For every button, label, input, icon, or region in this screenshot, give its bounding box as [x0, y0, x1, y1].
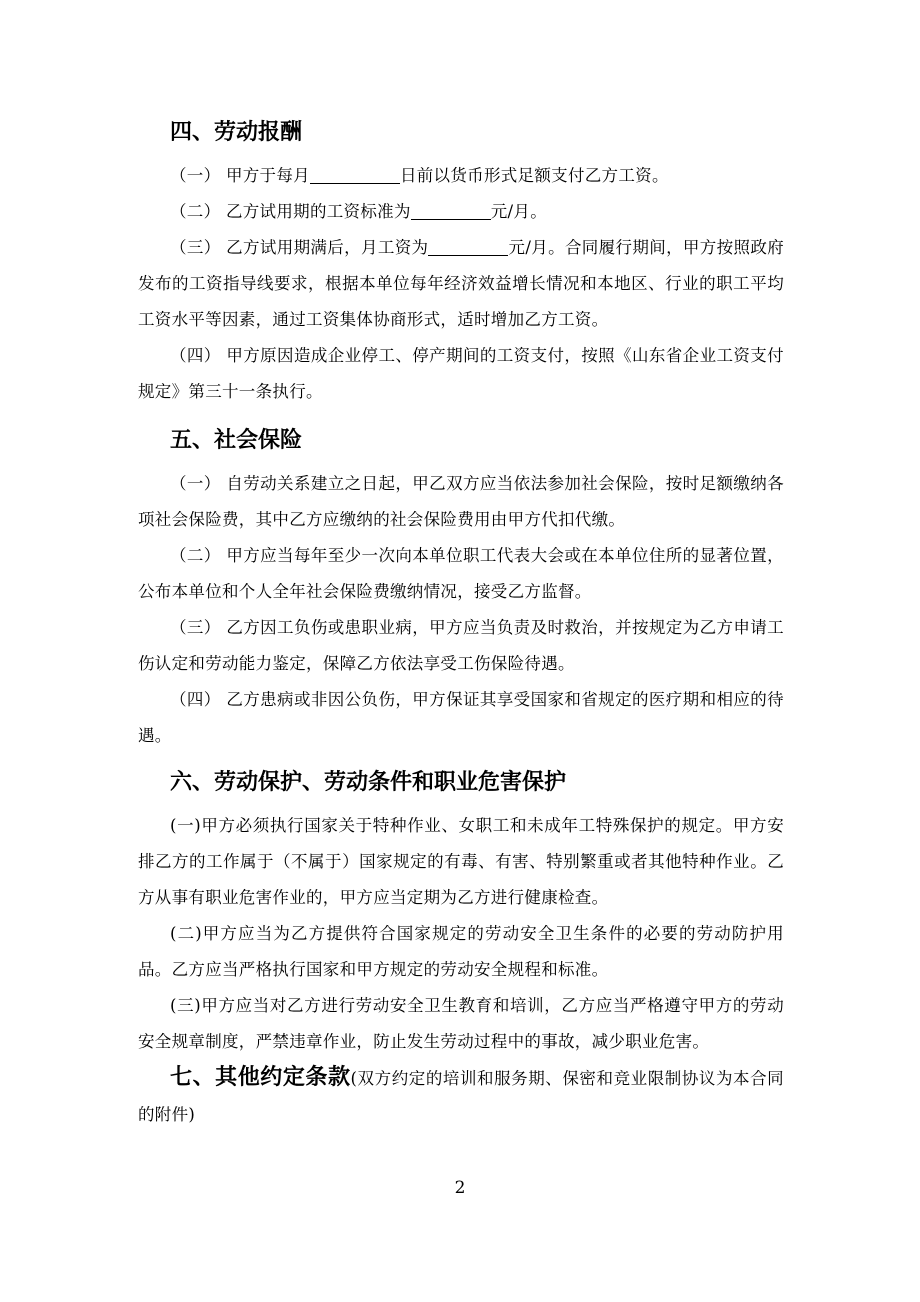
section-4-clause-3: [138, 230, 784, 338]
section-4-clause-1: [138, 158, 784, 194]
blank-field-monthly-wage: [428, 237, 508, 256]
section-5-clause-4: （四） 乙方患病或非因公负伤，甲方保证其享受国家和省规定的医疗期和相应的待遇。: [138, 690, 784, 745]
section-4-clause-4: （四） 甲方原因造成企业停工、停产期间的工资支付，按照《山东省企业工资支付规定》第三十一条执行。: [138, 346, 784, 401]
section-7-note: (双方约定的培训和服务期、保密和竞业限制协议为本合同的附件): [138, 1069, 784, 1124]
section-5-clause-1: （一） 自劳动关系建立之日起，甲乙双方应当依法参加社会保险，按时足额缴纳各项社会保险费，其中乙方应缴纳的社会保险费用由甲方代扣代缴。: [138, 474, 784, 529]
section-5-clause-2: （二） 甲方应当每年至少一次向本单位职工代表大会或在本单位住所的显著位置，公布本单位和个人全年社会保险费缴纳情况，接受乙方监督。: [138, 546, 784, 601]
section-5-heading: 五、社会保险: [170, 428, 303, 453]
page-number: 2: [454, 1178, 466, 1198]
section-6-heading: 六、劳动保护、劳动条件和职业危害保护: [170, 770, 567, 795]
section-7-heading: 七、其他约定条款: [170, 1065, 351, 1090]
document-body: [138, 112, 784, 1133]
clause-text: （二） 乙方试用期的工资标准为: [170, 202, 411, 221]
clause-text: （三） 乙方试用期满后，月工资为: [170, 238, 429, 257]
clause-text: 日前以货币形式足额支付乙方工资。: [399, 166, 669, 185]
section-6-clause-3: (三)甲方应当对乙方进行劳动安全卫生教育和培训，乙方应当严格遵守甲方的劳动安全规章制度，严禁违章作业，防止发生劳动过程中的事故，减少职业危害。: [138, 996, 784, 1051]
section-7: [138, 1060, 784, 1133]
blank-field-probation-wage: [411, 201, 491, 220]
section-5-clause-3: （三） 乙方因工负伤或患职业病，甲方应当负责及时救治，并按规定为乙方申请工伤认定和劳动能力鉴定，保障乙方依法享受工伤保险待遇。: [138, 618, 784, 673]
section-6-clause-1: (一)甲方必须执行国家关于特种作业、女职工和未成年工特殊保护的规定。甲方安排乙方的工作属于（不属于）国家规定的有毒、有害、特别繁重或者其他特种作业。乙方从事有职业危害作业的，甲方应当定期为乙方进行健康检查。: [138, 816, 784, 907]
clause-text: 元/月。: [490, 202, 548, 221]
blank-field-pay-day: [310, 165, 400, 184]
section-4-clause-2: [138, 194, 784, 230]
section-4-heading: 四、劳动报酬: [170, 120, 303, 145]
clause-text: （一） 甲方于每月: [170, 166, 310, 185]
section-6-clause-2: (二)甲方应当为乙方提供符合国家规定的劳动安全卫生条件的必要的劳动防护用品。乙方应当严格执行国家和甲方规定的劳动安全规程和标准。: [138, 924, 784, 979]
clause-text: 元/月。合同履行期间，甲方按照政府发布的工资指导线要求，根据本单位每年经济效益增长情况和本地区、行业的职工平均工资水平等因素，通过工资集体协商形式，适时增加乙方工资。: [138, 238, 784, 329]
